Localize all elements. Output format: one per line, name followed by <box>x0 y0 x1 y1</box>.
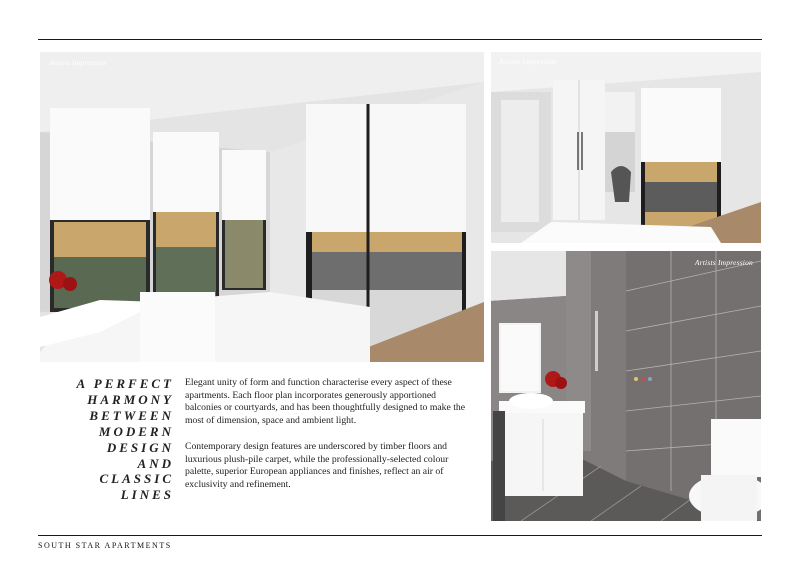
heading-line: A PERFECT <box>76 376 174 391</box>
bathroom-image <box>491 251 761 521</box>
heading-line: LINES <box>120 487 174 503</box>
heading-line: HARMONY <box>87 391 174 407</box>
body-paragraph: Contemporary design features are underscored by timber floors and luxurious plush-pile carpet, while the professionally-selected colour palette, superior European appliances and finishes, reflect an air of exclusivity and refinement. <box>185 441 449 490</box>
bedroom-caption: Artists Impression <box>49 58 108 67</box>
study-image <box>491 52 761 243</box>
study-caption: Artists Impression <box>499 57 558 66</box>
footer-brand: SOUTH STAR APARTMENTS <box>38 541 172 550</box>
heading-line: AND <box>137 455 174 471</box>
heading-line: CLASSIC <box>99 471 174 487</box>
top-rule <box>38 39 762 40</box>
heading-line: BETWEEN <box>89 407 174 423</box>
bathroom-caption: Artists Impression <box>694 258 753 267</box>
heading-line: DESIGN <box>106 439 174 455</box>
bottom-rule <box>38 535 762 536</box>
section-heading <box>40 376 174 503</box>
heading-line: MODERN <box>98 423 174 439</box>
bedroom-image <box>40 52 484 362</box>
body-paragraph: Elegant unity of form and function characterise every aspect of these apartments. Each floor plan incorporates generously apportioned balconies or courtyards, and has been thoughtfully designed to make the most of dimension, space and ambient light. <box>185 377 466 426</box>
